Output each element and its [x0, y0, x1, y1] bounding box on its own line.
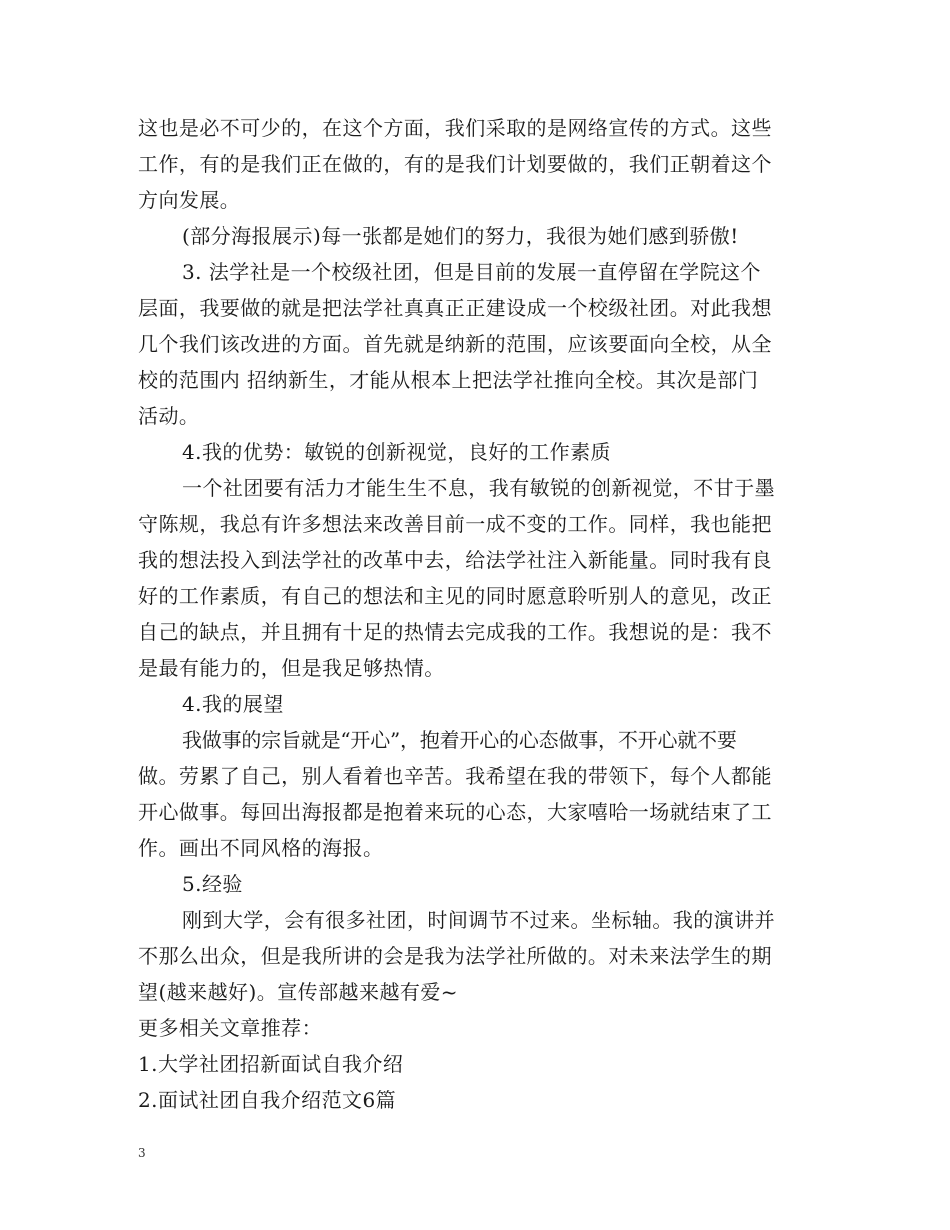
text-line: 3. 法学社是一个校级社团，但是目前的发展一直停留在学院这个 — [182, 260, 761, 284]
text-line: 开心做事。每回出海报都是抱着来玩的心态，大家嘻哈一场就结束了工 — [138, 800, 772, 824]
text-line: 自己的缺点，并且拥有十足的热情去完成我的工作。我想说的是：我不 — [138, 620, 772, 644]
text-line: 工作，有的是我们正在做的，有的是我们计划要做的，我们正朝着这个 — [138, 152, 772, 176]
text-line: (部分海报展示)每一张都是她们的努力，我很为她们感到骄傲! — [182, 224, 739, 248]
text-line: 不那么出众，但是我所讲的会是我为法学社所做的。对未来法学生的期 — [138, 944, 772, 968]
text-line: 方向发展。 — [138, 188, 241, 212]
text-line: 4.我的优势：敏锐的创新视觉，良好的工作素质 — [182, 440, 611, 464]
text-line: 这也是必不可少的，在这个方面，我们采取的是网络宣传的方式。这些 — [138, 116, 772, 140]
text-line: 2.面试社团自我介绍范文6篇 — [138, 1088, 397, 1112]
text-line: 更多相关文章推荐： — [138, 1016, 323, 1040]
text-line: 1.大学社团招新面试自我介绍 — [138, 1052, 404, 1076]
text-line: 一个社团要有活力才能生生不息，我有敏锐的创新视觉，不甘于墨 — [182, 476, 776, 500]
text-line: 好的工作素质，有自己的想法和主见的同时愿意聆听别人的意见，改正 — [138, 584, 772, 608]
page-number: 3 — [138, 1146, 146, 1160]
text-line: 是最有能力的，但是我足够热情。 — [138, 656, 445, 680]
text-line: 刚到大学，会有很多社团，时间调节不过来。坐标轴。我的演讲并 — [182, 908, 776, 932]
text-line: 校的范围内 招纳新生，才能从根本上把法学社推向全校。其次是部门 — [138, 368, 759, 392]
text-line: 做。劳累了自己，别人看着也辛苦。我希望在我的带领下，每个人都能 — [138, 764, 772, 788]
text-line: 活动。 — [138, 404, 200, 428]
document-body — [138, 110, 814, 1118]
text-line: 守陈规，我总有许多想法来改善目前一成不变的工作。同样，我也能把 — [138, 512, 772, 536]
text-line: 4.我的展望 — [182, 692, 284, 716]
text-line: 几个我们该改进的方面。首先就是纳新的范围，应该要面向全校，从全 — [138, 332, 772, 356]
text-line: 作。画出不同风格的海报。 — [138, 836, 384, 860]
text-line: 我的想法投入到法学社的改革中去，给法学社注入新能量。同时我有良 — [138, 548, 772, 572]
text-line: 层面，我要做的就是把法学社真真正正建设成一个校级社团。对此我想 — [138, 296, 772, 320]
text-line: 5.经验 — [182, 872, 243, 896]
text-line: 我做事的宗旨就是“开心”，抱着开心的心态做事，不开心就不要 — [182, 728, 737, 752]
text-line: 望(越来越好)。宣传部越来越有爱~ — [138, 980, 459, 1004]
